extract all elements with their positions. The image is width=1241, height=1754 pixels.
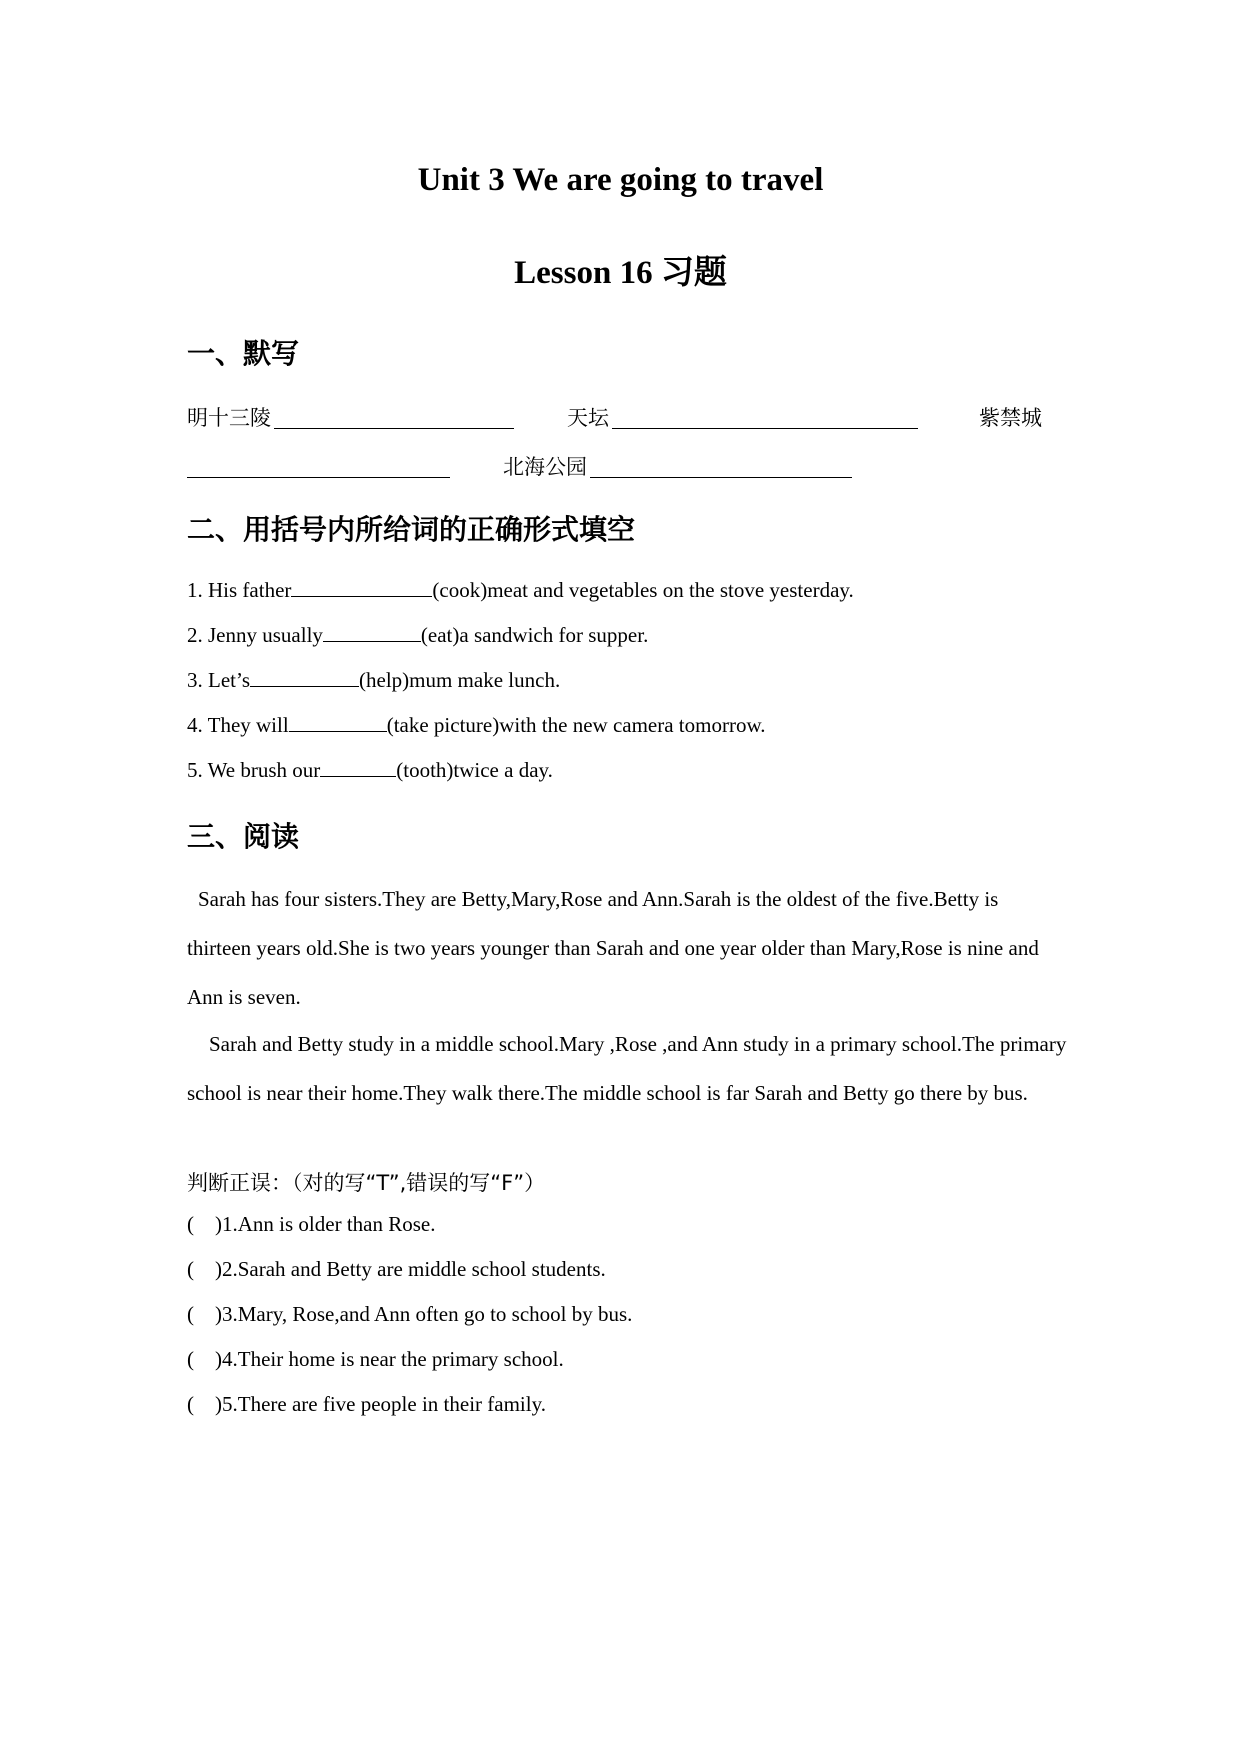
fill-in-item-1 — [187, 578, 854, 603]
fill-in-prefix: 5. We brush our — [187, 758, 321, 782]
judge-question-2 — [187, 1257, 606, 1282]
answer-bracket[interactable]: ( — [187, 1347, 194, 1371]
answer-bracket[interactable]: ( — [187, 1257, 194, 1281]
judge-question-4 — [187, 1347, 564, 1372]
fill-in-prefix: 2. Jenny usually — [187, 623, 323, 647]
section-heading-fill-in: 二、用括号内所给词的正确形式填空 — [187, 513, 636, 546]
answer-bracket[interactable]: ( — [187, 1392, 194, 1416]
fill-in-suffix: (help)mum make lunch. — [359, 668, 561, 692]
fill-in-blank[interactable] — [289, 730, 387, 732]
fill-in-blank[interactable] — [323, 640, 421, 642]
dictation-label-temple-of-heaven: 天坛 — [567, 406, 609, 430]
fill-in-blank[interactable] — [320, 775, 396, 777]
dictation-label-forbidden-city: 紫禁城 — [979, 406, 1042, 430]
answer-bracket[interactable]: ( — [187, 1212, 194, 1236]
fill-in-blank[interactable] — [291, 595, 432, 597]
judge-question-5 — [187, 1392, 546, 1417]
fill-in-prefix: 3. Let’s — [187, 668, 250, 692]
fill-in-suffix: (take picture)with the new camera tomorrow. — [386, 713, 766, 737]
section-heading-dictation: 一、默写 — [187, 337, 300, 370]
question-text: )1.Ann is older than Rose. — [215, 1212, 436, 1236]
dictation-blank-4[interactable] — [590, 477, 852, 478]
dictation-blank-3[interactable] — [187, 477, 450, 478]
fill-in-prefix: 1. His father — [187, 578, 292, 602]
question-text: )2.Sarah and Betty are middle school students. — [215, 1257, 606, 1281]
section-heading-reading: 三、阅读 — [187, 820, 300, 853]
dictation-blank-2[interactable] — [612, 428, 918, 429]
reading-paragraph-1: Sarah has four sisters.They are Betty,Mary,Rose and Ann.Sarah is the oldest of the five.Betty is thirteen years old.She is two years younger than Sarah and one year older than Mary,Rose is nine and Ann is seven. — [187, 887, 1039, 1009]
judge-instructions: 判断正误：（对的写“T”,错误的写“F”） — [187, 1171, 546, 1195]
question-text: )4.Their home is near the primary school. — [215, 1347, 564, 1371]
fill-in-suffix: (tooth)twice a day. — [396, 758, 553, 782]
question-text: )5.There are five people in their family. — [215, 1392, 546, 1416]
reading-paragraph-2: Sarah and Betty study in a middle school.Mary ,Rose ,and Ann study in a primary school.The primary school is near their home.They walk there.The middle school is far Sarah and Betty go there by bus. — [187, 1032, 1067, 1105]
fill-in-item-4 — [187, 713, 766, 738]
fill-in-item-5 — [187, 758, 553, 783]
answer-bracket[interactable]: ( — [187, 1302, 194, 1326]
dictation-blank-1[interactable] — [274, 428, 514, 429]
fill-in-blank[interactable] — [250, 685, 359, 687]
dictation-label-beihai-park: 北海公园 — [503, 455, 587, 479]
fill-in-item-3 — [187, 668, 560, 693]
fill-in-suffix: (eat)a sandwich for supper. — [420, 623, 649, 647]
judge-question-1 — [187, 1212, 435, 1237]
dictation-label-ming-tombs: 明十三陵 — [187, 406, 271, 430]
fill-in-suffix: (cook)meat and vegetables on the stove yesterday. — [432, 578, 854, 602]
fill-in-prefix: 4. They will — [187, 713, 289, 737]
worksheet-title: Unit 3 We are going to travel — [417, 162, 824, 198]
question-text: )3.Mary, Rose,and Ann often go to school by bus. — [215, 1302, 633, 1326]
worksheet-subtitle: Lesson 16 习题 — [514, 255, 727, 291]
judge-question-3 — [187, 1302, 632, 1327]
fill-in-item-2 — [187, 623, 648, 648]
